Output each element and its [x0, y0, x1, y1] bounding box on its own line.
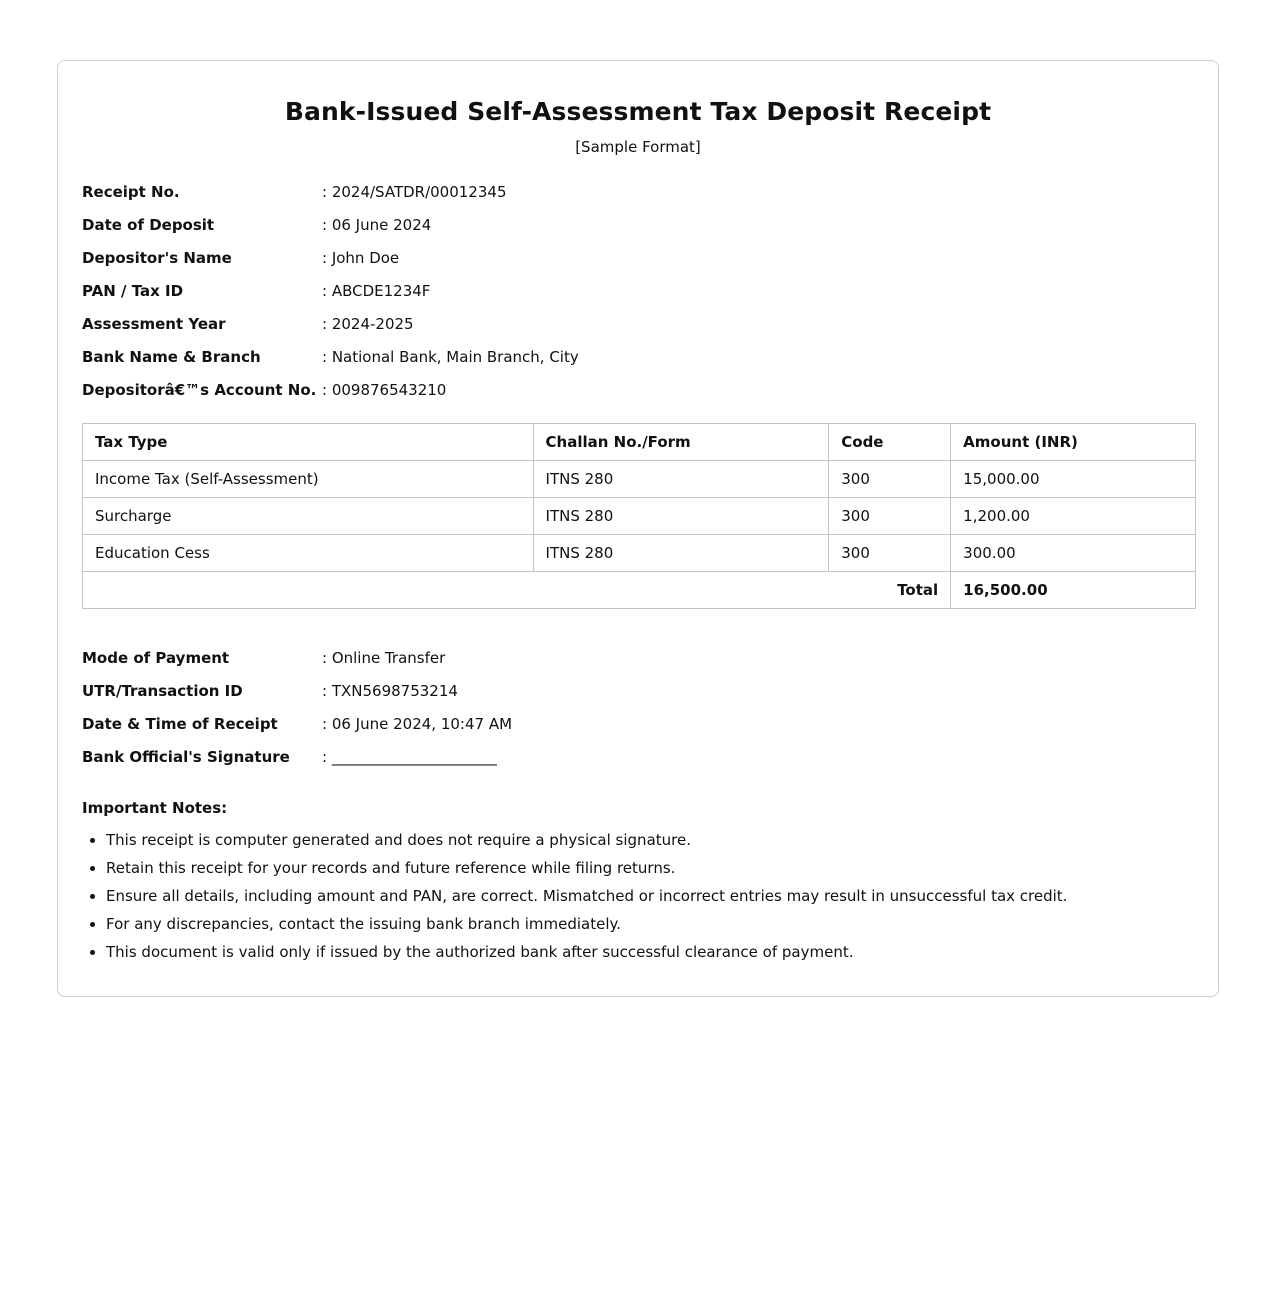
detail-label: PAN / Tax ID: [82, 282, 184, 300]
detail-label: Receipt No.: [82, 183, 180, 201]
detail-label: Depositorâ€™s Account No.: [82, 381, 317, 399]
detail-value: : 2024/SATDR/00012345: [322, 183, 507, 201]
payment-value: : TXN5698753214: [322, 682, 458, 700]
list-item: • Retain this receipt for your records and future reference while filing returns.: [106, 854, 1067, 882]
table-row: [83, 535, 1196, 572]
cell-amount: 300.00: [951, 535, 1196, 572]
receipt-subtitle: [Sample Format]: [575, 138, 701, 156]
list-item: • For any discrepancies, contact the issuing bank branch immediately.: [106, 910, 1067, 938]
list-item: • Ensure all details, including amount and PAN, are correct. Mismatched or incorrect entries may result in unsuccessful tax credit.: [106, 882, 1067, 910]
cell-tax-type: Education Cess: [83, 535, 534, 572]
cell-tax-type: Surcharge: [83, 498, 534, 535]
cell-challan: ITNS 280: [533, 461, 829, 498]
detail-label: Date of Deposit: [82, 216, 215, 234]
payment-value: : Online Transfer: [322, 649, 446, 667]
cell-code: 300: [829, 498, 951, 535]
payment-label: Mode of Payment: [82, 649, 230, 667]
notes-title: Important Notes:: [82, 799, 228, 817]
detail-value: : 009876543210: [322, 381, 447, 399]
list-item: • This receipt is computer generated and does not require a physical signature.: [106, 826, 1067, 854]
table-row: [83, 498, 1196, 535]
detail-label: Assessment Year: [82, 315, 226, 333]
payment-label: Bank Official's Signature: [82, 748, 290, 766]
total-label: Total: [83, 572, 951, 609]
list-item: • This document is valid only if issued by the authorized bank after successful clearance of payment.: [106, 938, 1067, 966]
tax-table: [82, 423, 1196, 609]
cell-code: 300: [829, 461, 951, 498]
table-row: [83, 461, 1196, 498]
notes-list: [82, 826, 1067, 966]
cell-challan: ITNS 280: [533, 535, 829, 572]
table-total-row: [83, 572, 1196, 609]
payment-value: : 06 June 2024, 10:47 AM: [322, 715, 513, 733]
cell-amount: 1,200.00: [951, 498, 1196, 535]
detail-value: : John Doe: [322, 249, 400, 267]
detail-value: : 06 June 2024: [322, 216, 432, 234]
column-header-amount: Amount (INR): [951, 424, 1196, 461]
receipt-card: [57, 60, 1219, 997]
table-header-row: [83, 424, 1196, 461]
total-value: 16,500.00: [951, 572, 1196, 609]
column-header-challan: Challan No./Form: [533, 424, 829, 461]
column-header-tax-type: Tax Type: [83, 424, 534, 461]
receipt-title: Bank-Issued Self-Assessment Tax Deposit Receipt: [284, 97, 992, 126]
cell-challan: ITNS 280: [533, 498, 829, 535]
payment-label: UTR/Transaction ID: [82, 682, 243, 700]
detail-value: : National Bank, Main Branch, City: [322, 348, 579, 366]
cell-code: 300: [829, 535, 951, 572]
detail-value: : ABCDE1234F: [322, 282, 431, 300]
payment-label: Date & Time of Receipt: [82, 715, 278, 733]
column-header-code: Code: [829, 424, 951, 461]
cell-tax-type: Income Tax (Self-Assessment): [83, 461, 534, 498]
detail-label: Depositor's Name: [82, 249, 232, 267]
detail-label: Bank Name & Branch: [82, 348, 261, 366]
cell-amount: 15,000.00: [951, 461, 1196, 498]
signature-line: : ______________________: [322, 748, 497, 766]
detail-value: : 2024-2025: [322, 315, 414, 333]
